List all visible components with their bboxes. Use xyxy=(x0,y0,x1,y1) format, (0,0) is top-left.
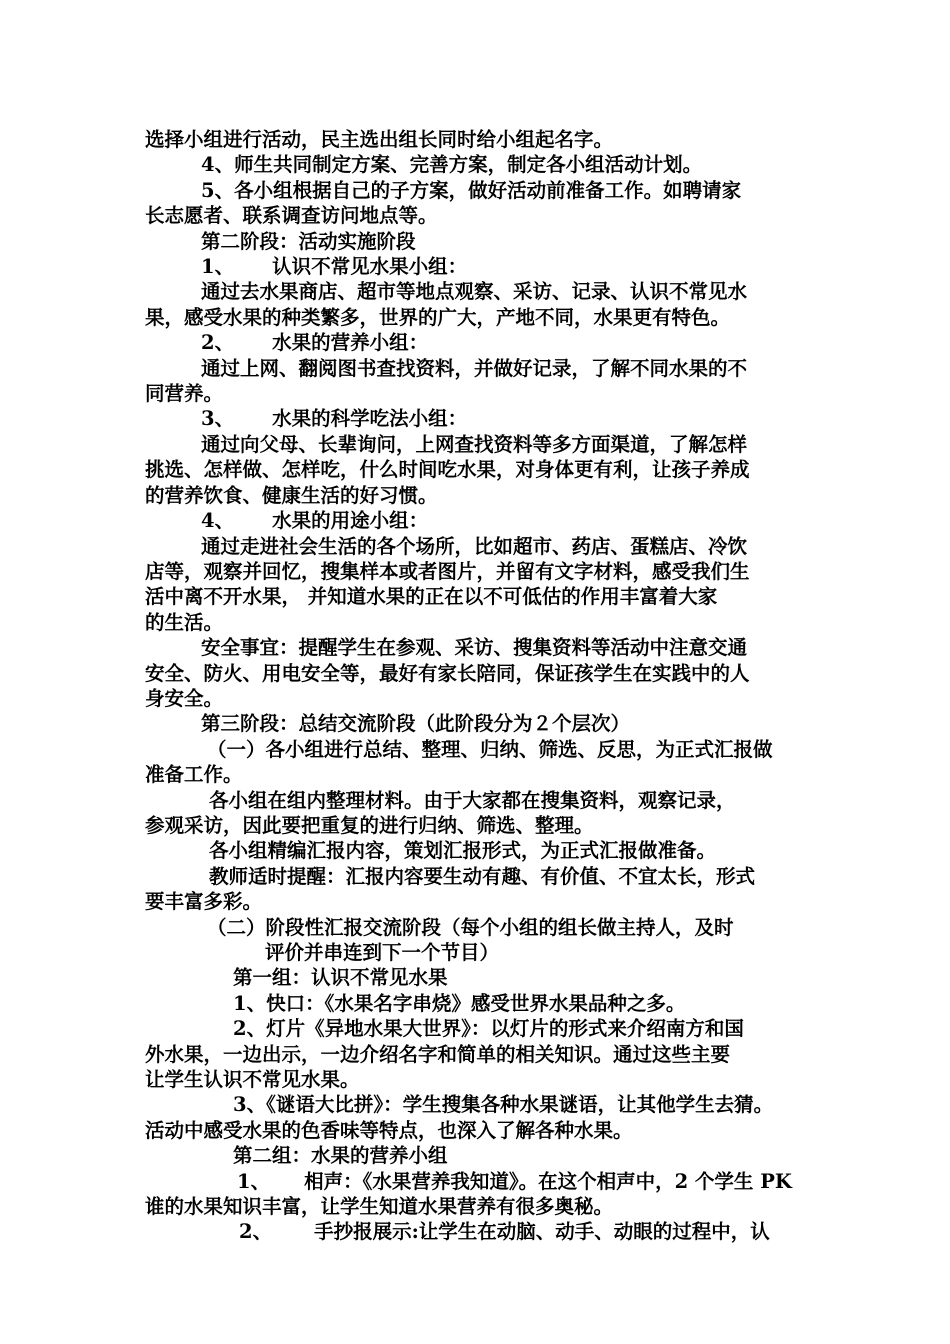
list-label: 水果的用途小组： xyxy=(272,509,429,533)
text-line: （一）各小组进行总结、整理、归纳、筛选、反思，为正式汇报做 xyxy=(207,737,773,761)
text-line: 通过上网、翻阅图书查找资料，并做好记录，了解不同水果的不 xyxy=(201,356,748,380)
list-item xyxy=(145,1219,810,1244)
text-line: 要丰富多彩。 xyxy=(145,890,263,914)
list-item-heading xyxy=(145,254,810,279)
text-line: 选择小组进行活动，民主选出组长同时给小组起名字。 xyxy=(145,128,614,151)
text-line: 果，感受水果的种类繁多，世界的广大，产地不同，水果更有特色。 xyxy=(145,305,731,329)
group-heading: 第一组：认识不常见水果 xyxy=(233,966,448,990)
text-line: 各小组在组内整理材料。由于大家都在搜集资料，观察记录， xyxy=(209,788,736,812)
list-number: 4、 xyxy=(201,509,235,533)
list-label: 认识不常见水果小组： xyxy=(272,255,468,279)
text-line: 4、师生共同制定方案、完善方案，制定各小组活动计划。 xyxy=(201,153,703,177)
text-line: 的生活。 xyxy=(145,610,224,634)
group-heading: 第二组：水果的营养小组 xyxy=(233,1144,448,1168)
list-number: 3、 xyxy=(201,407,235,431)
list-item-heading xyxy=(145,508,810,533)
text-line: （二）阶段性汇报交流阶段（每个小组的组长做主持人，及时 xyxy=(207,915,734,939)
text-line: 挑选、怎样做、怎样吃，什么时间吃水果，对身体更有利，让孩子养成 xyxy=(145,458,750,482)
text-line: 长志愿者、联系调查访问地点等。 xyxy=(145,204,438,228)
text-line: 安全、防火、用电安全等，最好有家长陪同，保证孩学生在实践中的人 xyxy=(145,661,750,685)
text-line: 活中离不开水果， 并知道水果的正在以不可低估的作用丰富着大家 xyxy=(145,585,718,609)
text-line: 通过走进社会生活的各个场所，比如超市、药店、蛋糕店、冷饮 xyxy=(201,534,748,558)
text-line: 准备工作。 xyxy=(145,763,243,787)
list-number: 1、 xyxy=(237,1169,271,1193)
text-line: 教师适时提醒：汇报内容要生动有趣、有价值、不宜太长，形式 xyxy=(209,864,756,888)
text-line: 身安全。 xyxy=(145,686,224,710)
text-line: 通过向父母、长辈询问，上网查找资料等多方面渠道，了解怎样 xyxy=(201,432,748,456)
text-line: 同营养。 xyxy=(145,382,224,406)
list-text: 相声：《水果营养我知道》。在这个相声中，2 个学生 PK xyxy=(304,1169,792,1193)
text-line: 谁的水果知识丰富，让学生知道水果营养有很多奥秘。 xyxy=(145,1195,614,1219)
list-item-heading xyxy=(145,406,810,431)
text-line: 5、各小组根据自己的子方案，做好活动前准备工作。如聘请家 xyxy=(201,178,742,202)
text-line: 让学生认识不常见水果。 xyxy=(145,1068,360,1092)
list-text: 手抄报展示:让学生在动脑、动手、动眼的过程中，认 xyxy=(314,1220,770,1244)
document-body xyxy=(145,127,810,1245)
text-line: 通过去水果商店、超市等地点观察、采访、记录、认识不常见水 xyxy=(201,280,748,304)
text-line: 店等，观察并回忆，搜集样本或者图片，并留有文字材料，感受我们生 xyxy=(145,559,750,583)
text-line: 的营养饮食、健康生活的好习惯。 xyxy=(145,483,438,507)
text-line: 活动中感受水果的色香味等特点，也深入了解各种水果。 xyxy=(145,1118,633,1142)
list-number: 1、 xyxy=(201,255,235,279)
text-line: 3、《谜语大比拼》：学生搜集各种水果谜语，让其他学生去猜。 xyxy=(233,1093,774,1117)
text-line: 评价并串连到下一个节目） xyxy=(265,941,500,964)
list-item xyxy=(145,1169,810,1194)
list-number: 2、 xyxy=(201,331,235,355)
list-label: 水果的科学吃法小组： xyxy=(272,407,468,431)
text-line: 外水果，一边出示，一边介绍名字和简单的相关知识。通过这些主要 xyxy=(145,1042,731,1066)
text-line: 1、快口：《水果名字串烧》感受世界水果品种之多。 xyxy=(233,991,686,1015)
list-item-heading xyxy=(145,330,810,355)
text-line: 参观采访，因此要把重复的进行归纳、筛选、整理。 xyxy=(145,813,594,837)
text-line: 各小组精编汇报内容，策划汇报形式，为正式汇报做准备。 xyxy=(209,839,717,863)
text-line: 安全事宜：提醒学生在参观、采访、搜集资料等活动中注意交通 xyxy=(201,636,748,660)
list-label: 水果的营养小组： xyxy=(272,331,429,355)
section-heading: 第二阶段：活动实施阶段 xyxy=(201,229,416,253)
list-number: 2、 xyxy=(239,1220,273,1244)
text-line: 2、灯片《异地水果大世界》：以灯片的形式来介绍南方和国 xyxy=(233,1017,744,1041)
section-heading: 第三阶段：总结交流阶段（此阶段分为２个层次） xyxy=(201,712,631,736)
